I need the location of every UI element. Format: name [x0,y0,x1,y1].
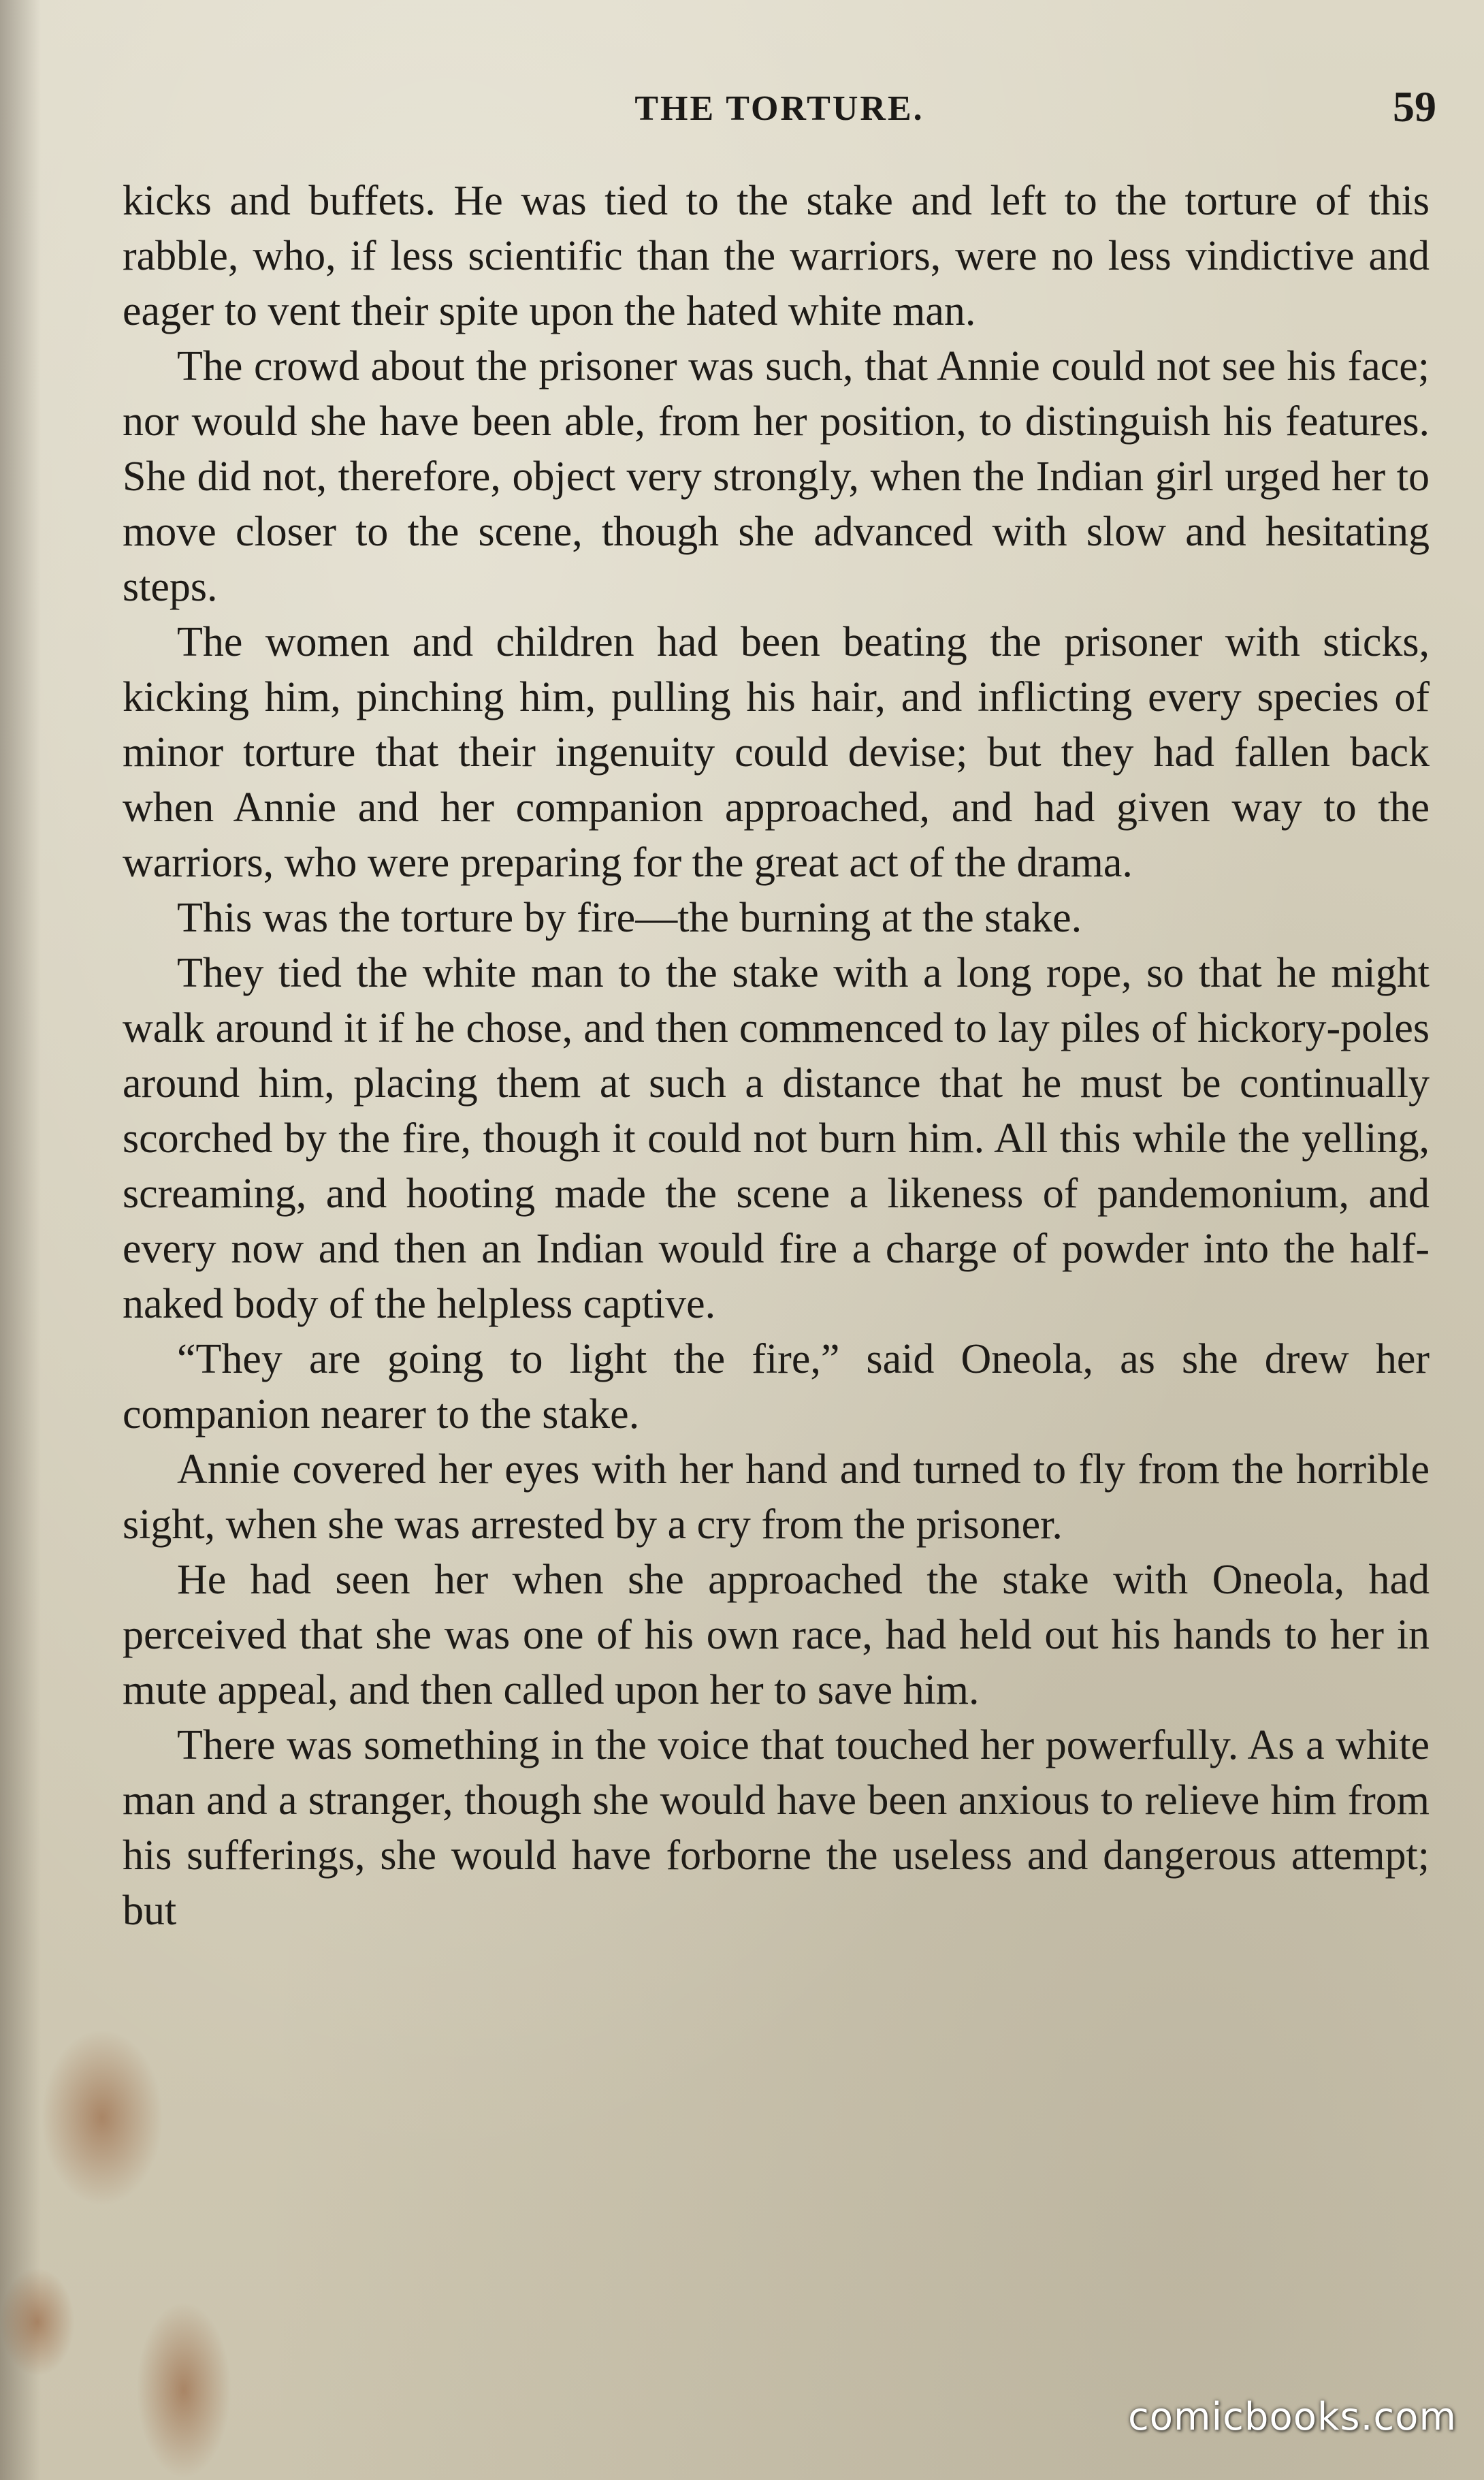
paragraph: kicks and buffets. He was tied to the stake and left to the torture of this rabble, who, if less scientific than the warriors, were no less vindictive and eager to vent their spite upon the hated white man. [123,178,1430,334]
stain-mark [136,2302,231,2479]
stain-mark [0,2268,75,2376]
paragraph: This was the torture by fire—the burning at the stake. [177,895,1082,941]
body-text [123,174,1430,1939]
stain-mark [41,2029,163,2206]
paragraph: He had seen her when she approached the stake with Oneola, had perceived that she was one of his own race, had held out his hands to her in mute appeal, and then called upon her to save him. [123,1557,1430,1713]
running-title: THE TORTURE. [634,89,924,128]
paragraph: The women and children had been beating the prisoner with sticks, kicking him, pinching him, pulling his hair, and inflicting every species of minor torture that their ingenuity could devise; but they had fallen back when Annie and her companion approached, and had given way to the warriors, who were preparing for the great act of the drama. [123,619,1430,886]
paragraph: There was something in the voice that touched her powerfully. As a white man and a stranger, though she would have been anxious to relieve him from his sufferings, she would have forborne the useless and dangerous attempt; but [123,1722,1430,1934]
watermark: comicbooks.com [1127,2395,1457,2439]
paragraph: They tied the white man to the stake with a long rope, so that he might walk around it if he chose, and then commenced to lay piles of hickory-poles around him, placing them at such a distance that he must be continually scorched by the fire, though it could not burn him. All this while the yelling, screaming, and hooting made the scene a likeness of pandemonium, and every now and then an Indian would fire a charge of powder into the half-naked body of the helpless captive. [123,950,1430,1327]
page-number: 59 [1393,82,1436,131]
paragraph: Annie covered her eyes with her hand and turned to fly from the horrible sight, when she was arrested by a cry from the prisoner. [123,1446,1430,1548]
page-header [123,82,1436,143]
paragraph: The crowd about the prisoner was such, that Annie could not see his face; nor would she have been able, from her position, to distinguish his features. She did not, therefore, object very strongly, when the Indian girl urged her to move closer to the scene, though she advanced with slow and hesitating steps. [123,343,1430,610]
page-gutter-shadow [0,0,41,2480]
paragraph: “They are going to light the fire,” said Oneola, as she drew her companion nearer to the stake. [123,1336,1430,1437]
